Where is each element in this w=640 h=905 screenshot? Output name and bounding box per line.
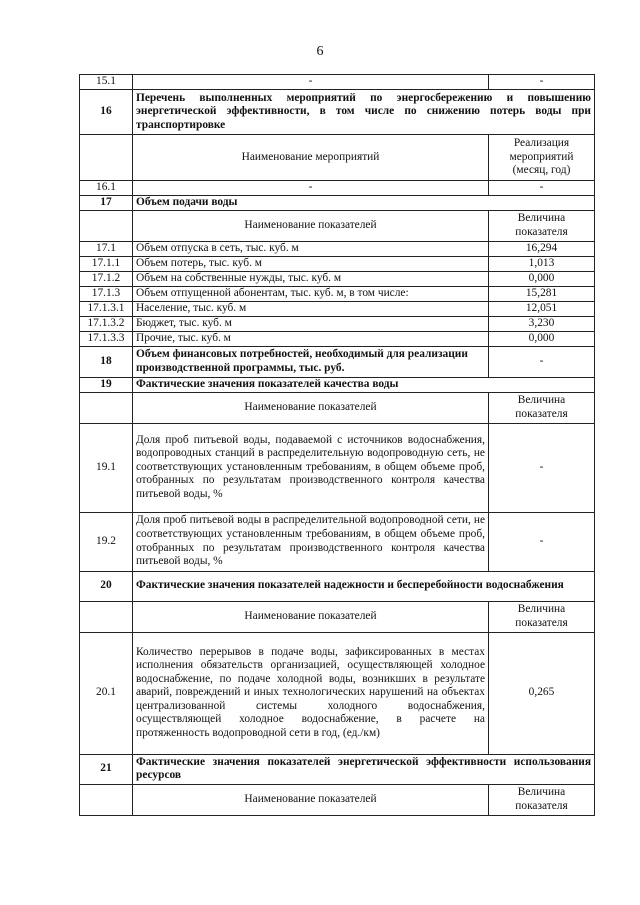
section-number: 19 [80, 377, 133, 392]
row-name: Объем потерь, тыс. куб. м [133, 256, 489, 271]
row-name: Количество перерывов в подаче воды, зафиксированных в местах исполнения обязательств организацией, осуществляющей холодное водоснабжение, по подаче холодной воды, возникших в результате аварий, повреждений и иных технологических нарушений на объектах централизованной системы холодного водоснабжения, осуществляющей холодное водоснабжение, в расчете на протяженность водопроводной сети в год, (ед./км) [133, 632, 489, 754]
row-number: 17.1.3.1 [80, 301, 133, 316]
section-row [80, 90, 595, 135]
table-row [80, 256, 595, 271]
section-title: Объем подачи воды [133, 195, 595, 210]
section-title: Фактические значения показателей энергетической эффективности использования ресурсов [133, 754, 595, 784]
section-row [80, 571, 595, 601]
row-name: Население, тыс. куб. м [133, 301, 489, 316]
row-value: 16,294 [489, 241, 595, 256]
section-row [80, 377, 595, 392]
table-row [80, 423, 595, 512]
row-value: 0,000 [489, 331, 595, 346]
row-name: - [133, 181, 489, 196]
row-name: - [133, 75, 489, 90]
row-number: 17.1.2 [80, 271, 133, 286]
row-value: - [489, 512, 595, 571]
row-name: Доля проб питьевой воды в распределительной водопроводной сети, не соответствующих установленным требованиям, в общем объеме проб, отобранных по результатам производственного контроля качества питьевой воды, % [133, 512, 489, 571]
column-header-value: Величина показателя [489, 392, 595, 423]
table-row [80, 632, 595, 754]
column-header-value: Величина показателя [489, 601, 595, 632]
header-row [80, 601, 595, 632]
report-table [79, 74, 595, 816]
section-title: Объем финансовых потребностей, необходимый для реализации производственной программы, тыс. руб. [133, 346, 489, 377]
table-row [80, 301, 595, 316]
table-row [80, 181, 595, 196]
column-header-name: Наименование показателей [133, 392, 489, 423]
row-number: 19.1 [80, 423, 133, 512]
row-number: 20.1 [80, 632, 133, 754]
column-header-name: Наименование показателей [133, 784, 489, 815]
header-row [80, 210, 595, 241]
column-header-value: Реализация мероприятий (месяц, год) [489, 135, 595, 181]
row-name: Объем отпущенной абонентам, тыс. куб. м, в том числе: [133, 286, 489, 301]
column-header-name: Наименование показателей [133, 210, 489, 241]
row-value: 15,281 [489, 286, 595, 301]
row-name: Прочие, тыс. куб. м [133, 331, 489, 346]
section-row [80, 195, 595, 210]
table-row [80, 512, 595, 571]
section-number: 17 [80, 195, 133, 210]
table-row [80, 75, 595, 90]
row-number: 17.1 [80, 241, 133, 256]
row-value: - [489, 346, 595, 377]
section-title: Фактические значения показателей качества воды [133, 377, 595, 392]
page-number: 6 [316, 44, 324, 59]
section-row [80, 754, 595, 784]
row-number: 17.1.3.3 [80, 331, 133, 346]
table-row [80, 316, 595, 331]
row-value: 3,230 [489, 316, 595, 331]
section-number: 16 [80, 90, 133, 135]
row-value: - [489, 181, 595, 196]
table-row [80, 286, 595, 301]
row-number: 16.1 [80, 181, 133, 196]
table-row [80, 241, 595, 256]
row-name: Объем на собственные нужды, тыс. куб. м [133, 271, 489, 286]
column-header-value: Величина показателя [489, 210, 595, 241]
section-row [80, 346, 595, 377]
column-header-name: Наименование мероприятий [133, 135, 489, 181]
table-row [80, 331, 595, 346]
header-row [80, 392, 595, 423]
row-name: Бюджет, тыс. куб. м [133, 316, 489, 331]
row-number: 17.1.3 [80, 286, 133, 301]
row-number: 19.2 [80, 512, 133, 571]
header-row [80, 135, 595, 181]
section-number: 21 [80, 754, 133, 784]
column-header-name: Наименование показателей [133, 601, 489, 632]
row-number: 15.1 [80, 75, 133, 90]
row-value: - [489, 423, 595, 512]
row-value: 0,265 [489, 632, 595, 754]
row-name: Объем отпуска в сеть, тыс. куб. м [133, 241, 489, 256]
header-row [80, 784, 595, 815]
section-number: 18 [80, 346, 133, 377]
row-value: 1,013 [489, 256, 595, 271]
row-number: 17.1.1 [80, 256, 133, 271]
section-number: 20 [80, 571, 133, 601]
section-title: Фактические значения показателей надежности и бесперебойности водоснабжения [133, 571, 595, 601]
column-header-value: Величина показателя [489, 784, 595, 815]
table-row [80, 271, 595, 286]
row-number: 17.1.3.2 [80, 316, 133, 331]
row-name: Доля проб питьевой воды, подаваемой с источников водоснабжения, водопроводных станций в распределительную водопроводную сеть, не соответствующих установленным требованиям, в общем объеме проб, отобранных по результатам производственного контроля качества питьевой воды, % [133, 423, 489, 512]
row-value: 0,000 [489, 271, 595, 286]
row-value: - [489, 75, 595, 90]
section-title: Перечень выполненных мероприятий по энергосбережению и повышению энергетической эффективности, в том числе по снижению потерь воды при транспортировке [133, 90, 595, 135]
row-value: 12,051 [489, 301, 595, 316]
